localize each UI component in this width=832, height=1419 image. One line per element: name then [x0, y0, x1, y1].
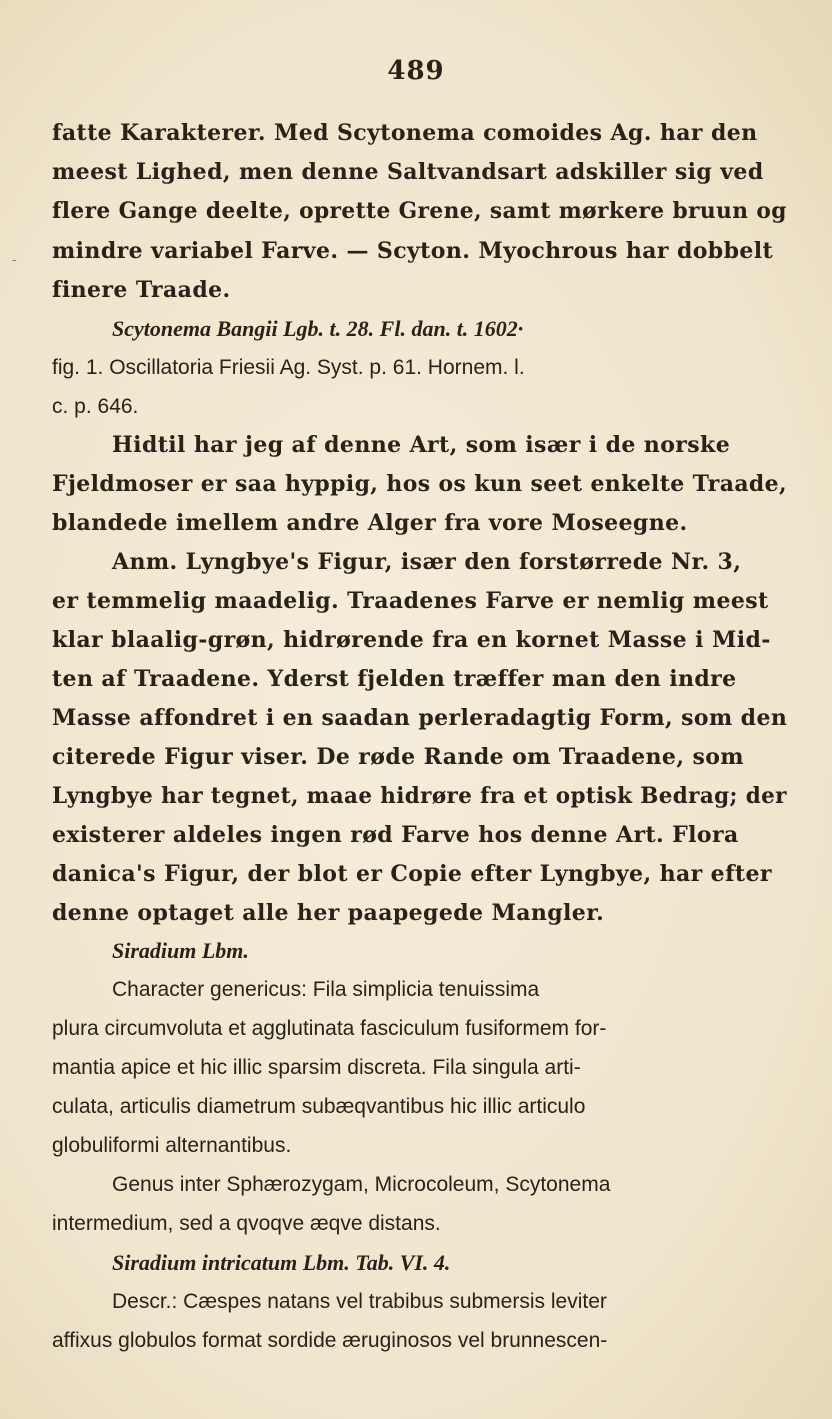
text-line: Fjeldmoser er saa hyppig, hos os kun seet enkelte Traade,: [52, 471, 788, 497]
genus-heading: Siradium Lbm.: [112, 938, 249, 963]
text-line: Anm. Lyngbye's Figur, især den forstørrede Nr. 3,: [112, 549, 742, 575]
text-line: plura circumvoluta et agglutinata fasciculum fusiformem for-: [52, 1017, 607, 1040]
text-line: Lyngbye har tegnet, maae hidrøre fra et optisk Bedrag; der: [52, 783, 787, 809]
text-line: Hidtil har jeg af denne Art, som især i de norske: [112, 432, 731, 458]
text-line: mindre variabel Farve. — Scyton. Myochrous har dobbelt: [52, 238, 774, 264]
text-line: klar blaalig-grøn, hidrørende fra en kornet Masse i Mid-: [52, 627, 771, 653]
text-line: er temmelig maadelig. Traadenes Farve er nemlig meest: [52, 588, 769, 614]
text-line: c. p. 646.: [52, 395, 139, 418]
text-line: meest Lighed, men denne Saltvandsart adskiller sig ved: [52, 159, 764, 185]
text-line: blandede imellem andre Alger fra vore Moseegne.: [52, 510, 688, 536]
text-line: globuliformi alternantibus.: [52, 1134, 292, 1157]
text-line: intermedium, sed a qvoqve æqve distans.: [52, 1212, 441, 1235]
page-number: 489: [387, 56, 445, 86]
species-heading: Scytonema Bangii Lgb. t. 28. Fl. dan. t. 1602·: [112, 316, 524, 341]
text-line: Masse affondret i en saadan perleradagtig Form, som den: [52, 705, 788, 731]
text-line: flere Gange deelte, oprette Grene, samt mørkere bruun og: [52, 198, 787, 224]
text-line: affixus globulos format sordide æruginosos vel brunnescen-: [52, 1329, 608, 1352]
text-line: finere Traade.: [52, 277, 231, 303]
text-line: culata, articulis diametrum subæqvantibus hic illic articulo: [52, 1095, 586, 1118]
species-heading: Siradium intricatum Lbm. Tab. VI. 4.: [112, 1250, 451, 1275]
text-line: fatte Karakterer. Med Scytonema comoides Ag. har den: [52, 120, 758, 146]
text-line: denne optaget alle her paapegede Mangler.: [52, 900, 605, 926]
text-line: Character genericus: Fila simplicia tenuissima: [112, 978, 540, 1001]
text-line: fig. 1. Oscillatoria Friesii Ag. Syst. p. 61. Hornem. l.: [52, 356, 525, 379]
text-line: Genus inter Sphærozygam, Microcoleum, Scytonema: [112, 1173, 611, 1196]
text-line: danica's Figur, der blot er Copie efter Lyngbye, har efter: [52, 861, 772, 887]
text-line: existerer aldeles ingen rød Farve hos denne Art. Flora: [52, 822, 739, 848]
text-line: ten af Traadene. Yderst fjelden træffer man den indre: [52, 666, 737, 692]
text-line: Descr.: Cæspes natans vel trabibus submersis leviter: [112, 1290, 607, 1313]
text-line: mantia apice et hic illic sparsim discreta. Fila singula arti-: [52, 1056, 581, 1079]
text-line: citerede Figur viser. De røde Rande om Traadene, som: [52, 744, 744, 770]
margin-mark: -: [12, 252, 17, 268]
